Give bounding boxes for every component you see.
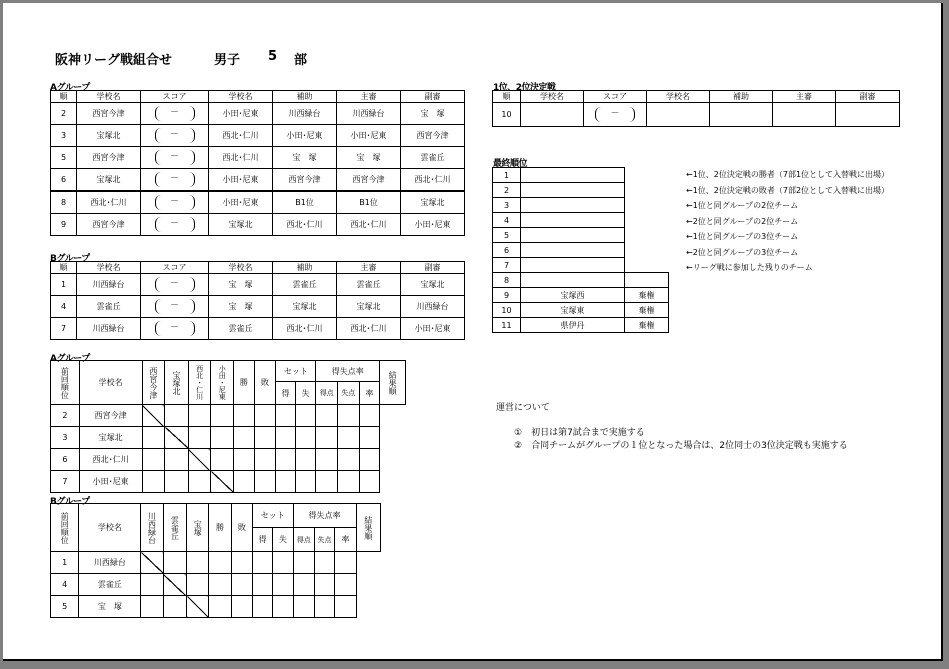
- standings-row: [51, 427, 406, 449]
- rank-note: ←1位、2位決定戦の勝者（7部1位として入替戦に出場）: [686, 170, 890, 179]
- match-home-cell[interactable]: 西宮今津: [77, 147, 141, 169]
- rank-school[interactable]: [521, 213, 625, 228]
- match-aux-cell[interactable]: 西北･仁川: [273, 214, 337, 236]
- stat-cell[interactable]: [314, 552, 334, 574]
- match-aux-cell[interactable]: 西北･仁川: [273, 318, 337, 340]
- stat-cell[interactable]: [231, 574, 252, 596]
- score-box: －: [155, 172, 195, 187]
- match-n-cell: 4: [51, 296, 77, 318]
- rank-status: 棄権: [625, 303, 669, 318]
- rank-school[interactable]: [521, 198, 625, 213]
- rank-row: [493, 168, 669, 183]
- league-b-header: 順 学校名 スコア 学校名 補助 主審 副審: [51, 262, 465, 274]
- match-n-cell: 5: [51, 147, 77, 169]
- rank-note: ←1位と同グループの2位チーム: [686, 201, 799, 210]
- match-away-cell[interactable]: 西北･仁川: [209, 147, 273, 169]
- operation-item: ① 初日は第7試合まで実施する: [514, 428, 645, 438]
- operation-notes: [496, 400, 848, 451]
- diagonal-cell: [141, 552, 163, 574]
- stat-cell[interactable]: [253, 596, 273, 618]
- match-sub-cell[interactable]: 宝塚北: [401, 191, 465, 214]
- score-box: －: [155, 277, 195, 292]
- match-home-cell[interactable]: 宝塚北: [77, 169, 141, 192]
- result-cell[interactable]: [187, 552, 209, 574]
- match-row: [51, 318, 465, 340]
- prev-rank: 2: [51, 405, 80, 427]
- standings-a-label: Aグループ: [50, 354, 90, 364]
- rank-row: [493, 273, 669, 288]
- match-sub-cell[interactable]: 雲雀丘: [401, 147, 465, 169]
- stat-cell[interactable]: [231, 596, 252, 618]
- rank-school[interactable]: [521, 228, 625, 243]
- final-match-table: [492, 90, 900, 127]
- rank-row: [493, 288, 669, 303]
- league-b-schedule: [50, 261, 465, 340]
- final-rank-table: [492, 167, 669, 333]
- prev-rank: 5: [51, 596, 79, 618]
- rank-note: ←1位と同グループの3位チーム: [686, 232, 799, 241]
- match-ref-cell[interactable]: 宝塚北: [337, 296, 401, 318]
- final-home-cell[interactable]: [521, 103, 584, 127]
- stat-cell[interactable]: [234, 471, 255, 493]
- stat-cell[interactable]: [253, 552, 273, 574]
- result-cell[interactable]: [165, 405, 189, 427]
- score-box: －: [155, 128, 195, 143]
- stat-cell[interactable]: [314, 574, 334, 596]
- match-score-cell[interactable]: [141, 191, 209, 214]
- prev-rank: 4: [51, 574, 79, 596]
- prev-rank: 7: [51, 471, 80, 493]
- match-n-cell: 8: [51, 191, 77, 214]
- standings-row: [51, 471, 406, 493]
- final-score-cell[interactable]: －: [584, 103, 647, 127]
- match-score-cell[interactable]: [141, 125, 209, 147]
- stat-cell[interactable]: [359, 471, 380, 493]
- standings-school: 宝塚北: [79, 427, 142, 449]
- match-away-cell[interactable]: 宝 塚: [209, 274, 273, 296]
- rank-number: 8: [493, 273, 521, 288]
- match-score-cell[interactable]: [141, 147, 209, 169]
- rank-school[interactable]: 宝塚西: [521, 288, 625, 303]
- match-row: [51, 125, 465, 147]
- final-match-label: 1位、2位決定戦: [493, 83, 556, 93]
- match-n-cell: 1: [51, 274, 77, 296]
- rank-row: [493, 258, 669, 273]
- match-aux-cell[interactable]: B1位: [273, 191, 337, 214]
- rank-number: 1: [493, 168, 521, 183]
- standings-school: 西宮今津: [79, 405, 142, 427]
- match-away-cell[interactable]: 宝塚北: [209, 214, 273, 236]
- stat-cell[interactable]: [254, 427, 276, 449]
- stat-cell[interactable]: [335, 552, 356, 574]
- stat-cell[interactable]: [253, 574, 273, 596]
- score-box: －: [155, 299, 195, 314]
- prev-rank: 1: [51, 552, 79, 574]
- stat-cell[interactable]: [209, 596, 231, 618]
- result-cell[interactable]: [188, 471, 211, 493]
- stat-cell[interactable]: [314, 596, 334, 618]
- league-a-label: Aグループ: [50, 83, 90, 93]
- match-n-cell: 9: [51, 214, 77, 236]
- rank-status: [625, 243, 669, 258]
- rank-note: ←2位と同グループの3位チーム: [686, 247, 799, 257]
- standings-school: 川西緑台: [79, 552, 141, 574]
- result-cell[interactable]: [163, 552, 186, 574]
- stat-cell[interactable]: [337, 471, 359, 493]
- match-home-cell[interactable]: 川西緑台: [77, 274, 141, 296]
- rank-number: 11: [493, 318, 521, 333]
- final-match-row: 10 －: [493, 103, 900, 127]
- match-away-cell[interactable]: 小田･尼東: [209, 169, 273, 192]
- rank-status: [625, 273, 669, 288]
- stat-cell[interactable]: [273, 552, 293, 574]
- result-cell[interactable]: [142, 471, 165, 493]
- league-a-header: 順 学校名 スコア 学校名 補助 主審 副審: [51, 91, 465, 103]
- rank-status: [625, 168, 669, 183]
- match-n-cell: 6: [51, 169, 77, 192]
- match-sub-cell[interactable]: 西宮今津: [401, 125, 465, 147]
- match-n-cell: 3: [51, 125, 77, 147]
- stat-cell[interactable]: [337, 449, 359, 471]
- stat-cell[interactable]: [316, 427, 338, 449]
- rank-row: [493, 243, 669, 258]
- standings-school: 雲雀丘: [79, 574, 141, 596]
- stat-cell[interactable]: [234, 449, 255, 471]
- rank-number: 3: [493, 198, 521, 213]
- division-number: 5: [268, 49, 278, 64]
- stat-cell[interactable]: [276, 449, 296, 471]
- match-sub-cell[interactable]: 川西緑台: [401, 296, 465, 318]
- match-away-cell[interactable]: 小田･尼東: [209, 191, 273, 214]
- score-box: －: [155, 106, 195, 121]
- match-n-cell: 2: [51, 103, 77, 125]
- league-b-label: Bグループ: [50, 254, 90, 264]
- stat-cell[interactable]: [234, 405, 255, 427]
- rank-status: [625, 228, 669, 243]
- rank-note: ←1位、2位決定戦の敗者（7部2位として入替戦に出場）: [686, 185, 890, 195]
- match-ref-cell[interactable]: B1位: [337, 191, 401, 214]
- match-aux-cell[interactable]: 宝 塚: [273, 147, 337, 169]
- match-sub-cell[interactable]: 小田･尼東: [401, 318, 465, 340]
- rank-school[interactable]: [521, 168, 625, 183]
- stat-cell[interactable]: [293, 596, 314, 618]
- match-home-cell[interactable]: 宝塚北: [77, 125, 141, 147]
- prev-rank: 6: [51, 449, 80, 471]
- score-box: －: [155, 150, 195, 165]
- stat-cell[interactable]: [273, 574, 293, 596]
- match-home-cell[interactable]: 雲雀丘: [77, 296, 141, 318]
- match-score-cell[interactable]: [141, 103, 209, 125]
- final-rank-notes: [686, 169, 889, 278]
- stat-cell[interactable]: [276, 427, 296, 449]
- match-aux-cell[interactable]: 小田･尼東: [273, 125, 337, 147]
- match-aux-cell[interactable]: 雲雀丘: [273, 274, 337, 296]
- stat-cell[interactable]: [337, 405, 359, 427]
- stat-cell[interactable]: [295, 471, 316, 493]
- standings-row: [51, 405, 406, 427]
- diagonal-cell: [188, 449, 211, 471]
- match-row: [51, 147, 465, 169]
- standings-school: 宝 塚: [79, 596, 141, 618]
- match-home-cell[interactable]: 川西緑台: [77, 318, 141, 340]
- standings-b-label: Bグループ: [50, 497, 90, 507]
- rank-school[interactable]: [521, 183, 625, 198]
- match-score-cell[interactable]: [141, 318, 209, 340]
- result-cell[interactable]: [141, 596, 163, 618]
- result-cell[interactable]: [165, 471, 189, 493]
- rank-note: ←2位と同グループの2位チーム: [686, 216, 799, 226]
- score-box: －: [155, 217, 195, 232]
- stat-cell[interactable]: [359, 427, 380, 449]
- result-cell[interactable]: [141, 574, 163, 596]
- match-row: [51, 103, 465, 125]
- division-suffix: 部: [294, 53, 308, 68]
- match-row: [51, 169, 465, 192]
- diagonal-cell: [211, 471, 234, 493]
- standings-school: 小田･尼東: [79, 471, 142, 493]
- match-row: [51, 191, 465, 214]
- match-away-cell[interactable]: 雲雀丘: [209, 318, 273, 340]
- diagonal-cell: [165, 427, 189, 449]
- rank-status: [625, 258, 669, 273]
- match-score-cell[interactable]: [141, 274, 209, 296]
- stat-cell[interactable]: [276, 471, 296, 493]
- rank-status: 棄権: [625, 318, 669, 333]
- result-cell[interactable]: [211, 449, 234, 471]
- rank-number: 7: [493, 258, 521, 273]
- stat-cell[interactable]: [316, 405, 338, 427]
- match-ref-cell[interactable]: 西北･仁川: [337, 214, 401, 236]
- final-aux-cell[interactable]: [710, 103, 773, 127]
- result-cell[interactable]: [211, 405, 234, 427]
- category-label: 男子: [214, 53, 241, 68]
- rank-status: [625, 198, 669, 213]
- result-cell[interactable]: [142, 427, 165, 449]
- match-sub-cell[interactable]: 宝塚北: [401, 274, 465, 296]
- match-aux-cell[interactable]: 西宮今津: [273, 169, 337, 192]
- rank-number: 5: [493, 228, 521, 243]
- rank-school[interactable]: [521, 258, 625, 273]
- stat-cell[interactable]: [209, 552, 231, 574]
- match-score-cell[interactable]: [141, 214, 209, 236]
- rank-row: [493, 183, 669, 198]
- rank-row: [493, 303, 669, 318]
- diagonal-cell: [187, 596, 209, 618]
- stat-cell[interactable]: [359, 449, 380, 471]
- rank-number: 2: [493, 183, 521, 198]
- stat-cell[interactable]: [254, 471, 276, 493]
- stat-cell[interactable]: [335, 596, 356, 618]
- diagonal-cell: [142, 405, 165, 427]
- diagonal-cell: [163, 574, 186, 596]
- final-match-header: 順 学校名 スコア 学校名 補助 主審 副審: [493, 91, 900, 103]
- standings-row: [51, 596, 381, 618]
- standings-b-table: 前回順位 学校名 川西緑台 雲雀丘 宝塚 勝 敗 セット 得失点率 結果順 得 失 得点 失点 率 1 川西緑台 4 雲雀丘 5 宝 塚: [50, 503, 381, 618]
- rank-note: ←リーグ戦に参加した残りのチーム: [686, 263, 813, 272]
- match-ref-cell[interactable]: 雲雀丘: [337, 274, 401, 296]
- match-sub-cell[interactable]: 西北･仁川: [401, 169, 465, 192]
- match-sub-cell[interactable]: 宝 塚: [401, 103, 465, 125]
- standings-row: [51, 449, 406, 471]
- match-ref-cell[interactable]: 西北･仁川: [337, 318, 401, 340]
- stat-cell[interactable]: [276, 405, 296, 427]
- match-ref-cell[interactable]: 宝 塚: [337, 147, 401, 169]
- result-cell[interactable]: [188, 405, 211, 427]
- operation-heading: 運営について: [496, 403, 550, 413]
- stat-cell[interactable]: [234, 427, 255, 449]
- stat-cell[interactable]: [273, 596, 293, 618]
- stat-cell[interactable]: [316, 449, 338, 471]
- score-box: －: [155, 195, 195, 210]
- prev-rank: 3: [51, 427, 80, 449]
- stat-cell[interactable]: [293, 552, 314, 574]
- match-away-cell[interactable]: 西北･仁川: [209, 125, 273, 147]
- result-cell[interactable]: [163, 596, 186, 618]
- result-cell[interactable]: [188, 427, 211, 449]
- operation-item: ② 合同チームがグループの１位となった場合は、2位同士の3位決定戦も実施する: [514, 441, 848, 451]
- result-cell[interactable]: [187, 574, 209, 596]
- match-away-cell[interactable]: 宝 塚: [209, 296, 273, 318]
- rank-number: 6: [493, 243, 521, 258]
- match-aux-cell[interactable]: 川西緑台: [273, 103, 337, 125]
- rank-school[interactable]: [521, 243, 625, 258]
- rank-school[interactable]: [521, 273, 625, 288]
- stat-cell[interactable]: [295, 405, 316, 427]
- stat-cell[interactable]: [254, 405, 276, 427]
- rank-row: [493, 318, 669, 333]
- stat-cell[interactable]: [316, 471, 338, 493]
- stat-cell[interactable]: [295, 427, 316, 449]
- standings-school: 西北･仁川: [79, 449, 142, 471]
- rank-row: [493, 213, 669, 228]
- result-cell[interactable]: [211, 427, 234, 449]
- match-ref-cell[interactable]: 西宮今津: [337, 169, 401, 192]
- match-aux-cell[interactable]: 宝塚北: [273, 296, 337, 318]
- rank-row: [493, 228, 669, 243]
- stat-cell[interactable]: [295, 449, 316, 471]
- stat-cell[interactable]: [293, 574, 314, 596]
- match-score-cell[interactable]: [141, 169, 209, 192]
- match-home-cell[interactable]: 西北･仁川: [77, 191, 141, 214]
- rank-row: [493, 198, 669, 213]
- rank-status: [625, 183, 669, 198]
- stat-cell[interactable]: [254, 449, 276, 471]
- match-n-cell: 7: [51, 318, 77, 340]
- league-a-schedule: [50, 90, 465, 236]
- stat-cell[interactable]: [335, 574, 356, 596]
- match-sub-cell[interactable]: 小田･尼東: [401, 214, 465, 236]
- final-rank-label: 最終順位: [493, 159, 528, 169]
- result-cell[interactable]: [165, 449, 189, 471]
- score-box: －: [155, 321, 195, 336]
- standings-row: [51, 574, 381, 596]
- rank-number: 10: [493, 303, 521, 318]
- standings-row: [51, 552, 381, 574]
- stat-cell[interactable]: [209, 574, 231, 596]
- rank-school[interactable]: 県伊丹: [521, 318, 625, 333]
- rank-number: 4: [493, 213, 521, 228]
- stat-cell[interactable]: [359, 405, 380, 427]
- standings-a-table: 前回順位 学校名 西宮今津 宝塚北 西北・仁川 小田・尼東 勝 敗 セット 得失点率 結果順 得 失 得点 失点 率 2 西宮今津 3 宝塚北 6 西北･仁川 7 小田･尼東: [50, 360, 406, 493]
- document-title: 阪神リーグ戦組合せ: [55, 53, 173, 68]
- match-home-cell[interactable]: 西宮今津: [77, 214, 141, 236]
- stat-cell[interactable]: [337, 427, 359, 449]
- rank-school[interactable]: 宝塚東: [521, 303, 625, 318]
- result-cell[interactable]: [142, 449, 165, 471]
- match-score-cell[interactable]: [141, 296, 209, 318]
- document-page: [3, 3, 943, 661]
- final-ref-cell[interactable]: [773, 103, 836, 127]
- match-row: [51, 214, 465, 236]
- match-row: [51, 274, 465, 296]
- match-ref-cell[interactable]: 川西緑台: [337, 103, 401, 125]
- final-away-cell[interactable]: [647, 103, 710, 127]
- match-ref-cell[interactable]: 小田･尼東: [337, 125, 401, 147]
- rank-status: [625, 213, 669, 228]
- rank-status: 棄権: [625, 288, 669, 303]
- match-home-cell[interactable]: 西宮今津: [77, 103, 141, 125]
- final-sub-cell[interactable]: [836, 103, 900, 127]
- match-row: [51, 296, 465, 318]
- match-away-cell[interactable]: 小田･尼東: [209, 103, 273, 125]
- stat-cell[interactable]: [231, 552, 252, 574]
- rank-number: 9: [493, 288, 521, 303]
